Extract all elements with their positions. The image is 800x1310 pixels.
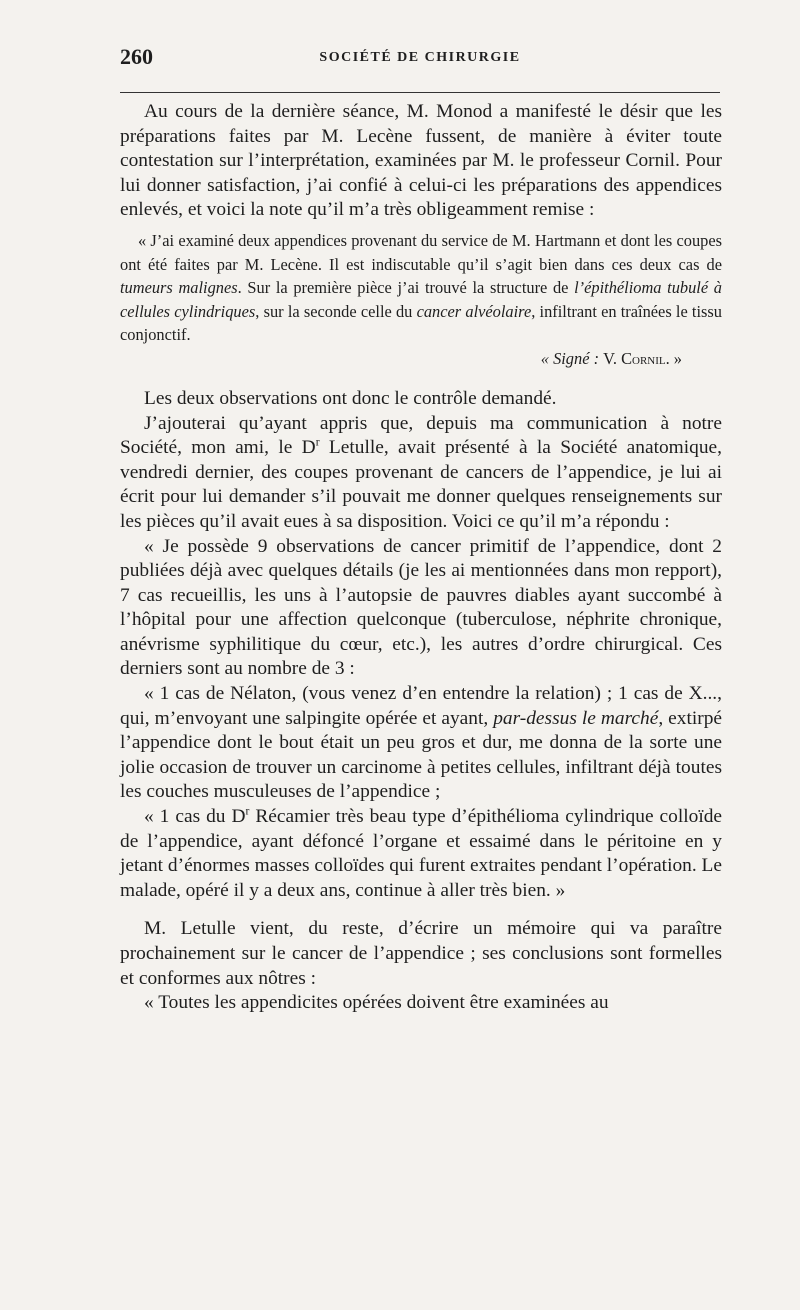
paragraph-3 [120, 412, 722, 535]
signature-open: « [540, 348, 554, 368]
signature-initial: V. [603, 348, 622, 368]
paragraph-6-text: Récamier très beau type d’épithélioma cylindrique colloïde de l’appendice, ayant défoncé l’organe et essaimé dans le péritoine en y jetant d’énormes masses colloïdes qui furent extraites pendant l’opération. Le malade, opéré il y a deux ans, continue à aller très bien. » [120, 806, 723, 901]
paragraph-5-italic: par-dessus le marché [493, 707, 659, 729]
page-header [120, 44, 720, 74]
paragraph-gap [120, 903, 722, 917]
paragraph-5-text: , extirpé l’appendice dont le bout était un peu gros et dur, me donna de la sorte une jolie occasion de trouver un carcinome à petites cellules, infiltrant déjà toutes les couches musculeuses de l’appendice ; [120, 707, 723, 803]
paragraph-6 [120, 805, 722, 903]
signature-signed: Signé [553, 348, 590, 368]
paragraph-1: Au cours de la dernière séance, M. Monod a manifesté le désir que les préparations faites par M. Lecène fussent, de manière à éviter toute contestation sur l’interprétation, examinées par M. le professeur Cornil. Pour lui donner satisfaction, j’ai confié à celui-ci les préparations des appendices enlevés, et voici la note qu’il m’a très obligeamment remise : [120, 101, 722, 221]
superscript: r [315, 435, 320, 449]
paragraph-3-text: J’ajouterai qu’ayant appris que, depuis ma communication à notre Société, mon ami, le D [120, 412, 722, 459]
quote-italic: l’épithélioma tubulé à cellules cylindriques [120, 278, 722, 321]
signature-close: . » [665, 348, 682, 368]
superscript: r [245, 804, 250, 818]
page-number: 260 [120, 44, 153, 69]
paragraph-2: Les deux observations ont donc le contrôle demandé. [144, 387, 557, 409]
paragraph-4: « Je possède 9 observations de cancer primitif de l’appendice, dont 2 publiées déjà avec quelques détails (je les ai mentionnées dans mon repport), 7 cas recueillis, les uns à l’autopsie de pauvres diables ayant succombé à l’hôpital pour une affection quelconque (tuberculose, néphrite chronique, anévrisme syphilitique du cœur, etc.), les autres d’ordre chirurgical. Ces derniers sont au nombre de 3 : [120, 535, 722, 680]
cornil-note [120, 229, 722, 347]
signature-colon: : [589, 348, 604, 368]
paragraph-7: M. Letulle vient, du reste, d’écrire un mémoire qui va paraître prochainement sur le cancer de l’appendice ; ses conclusions sont formelles et conformes aux nôtres : [120, 918, 722, 989]
quote-text: . Sur la première pièce j’ai trouvé la structure de [237, 278, 575, 298]
quote-text: , sur la seconde celle du [255, 301, 417, 321]
signature-name: Cornil [621, 348, 666, 368]
running-title: SOCIÉTÉ DE CHIRURGIE [319, 50, 521, 65]
quote-text: « J’ai examiné deux appendices provenant du service de M. Hartmann et dont les coupes ont été faites par M. Lecène. Il est indiscutable qu’il s’agit bien dans ces deux cas de [120, 230, 722, 274]
paragraph-8: « Toutes les appendicites opérées doivent être examinées au [144, 992, 609, 1014]
paragraph-5-text: « 1 cas de Nélaton, (vous venez d’en entendre la relation) ; 1 cas de X..., qui, m’envoyant une salpingite opérée et ayant, [120, 683, 722, 729]
quote-italic: tumeurs malignes [120, 278, 238, 298]
paragraph-5 [120, 682, 722, 805]
paragraph-3-text: Letulle, avait présenté à la Société anatomique, vendredi dernier, des coupes provenant de cancers de l’appendice, je lui ai écrit pour lui demander s’il pouvait me donner quelques renseignements sur les pièces qu’il avait eues à sa disposition. Voici ce qu’il m’a répondu : [120, 437, 722, 532]
header-rule [120, 92, 720, 93]
signature [120, 347, 722, 371]
quote-text: , infiltrant en traînées le tissu conjonctif. [120, 301, 722, 345]
quote-italic: cancer alvéolaire [416, 301, 532, 321]
body-text [120, 100, 722, 1016]
paragraph-6-text: « 1 cas du D [144, 806, 246, 828]
